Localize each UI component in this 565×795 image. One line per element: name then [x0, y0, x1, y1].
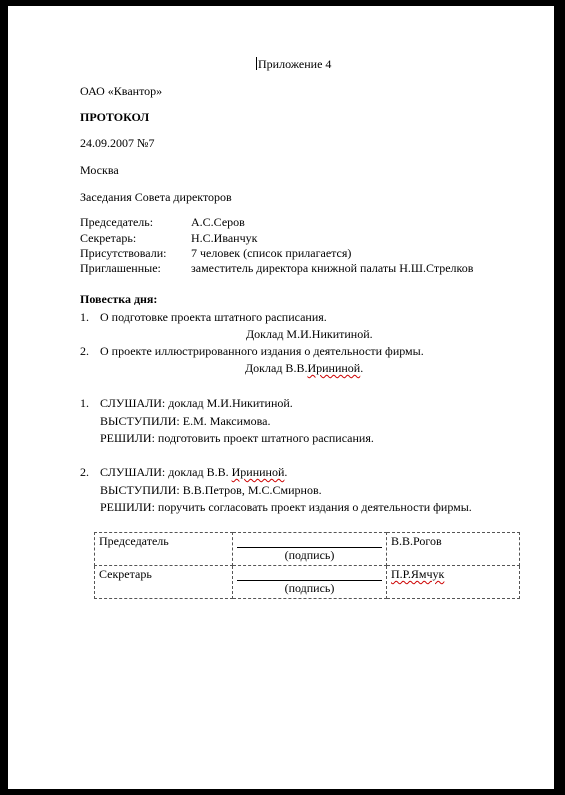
signature-name-chair: В.В.Рогов [387, 533, 520, 566]
signature-row-secretary [95, 566, 520, 599]
signature-line [237, 580, 382, 595]
attendee-value-chair: А.С.Серов [191, 215, 245, 229]
document-page [8, 6, 554, 789]
agenda-item-2-text: О проекте иллюстрированного издания о деятельности фирмы. [100, 344, 424, 358]
attendee-role-chair: Председатель: [80, 215, 154, 229]
section-2-number: 2. [80, 465, 89, 479]
agenda-item-2-report: Доклад В.В.Ирининой. [245, 361, 364, 375]
signature-line [237, 547, 382, 562]
attendee-role-invited: Приглашенные: [80, 261, 161, 275]
signature-name-secretary [387, 566, 520, 599]
section-2-decided: РЕШИЛИ: поручить согласовать проект издания о деятельности фирмы. [100, 500, 472, 514]
signature-caption: (подпись) [284, 581, 335, 595]
signature-role-chair: Председатель [95, 533, 233, 566]
section-1-decided: РЕШИЛИ: подготовить проект штатного расписания. [100, 431, 374, 445]
signature-table [94, 532, 520, 599]
signature-caption: (подпись) [284, 548, 335, 562]
agenda-item-2-number: 2. [80, 344, 89, 358]
text-cursor [256, 57, 257, 70]
signature-cell-secretary [233, 566, 387, 599]
section-2-spoke: ВЫСТУПИЛИ: В.В.Петров, М.С.Смирнов. [100, 483, 322, 497]
agenda-heading: Повестка дня: [80, 292, 158, 306]
document-type: ПРОТОКОЛ [80, 110, 150, 124]
section-1-heard: СЛУШАЛИ: доклад М.И.Никитиной. [100, 396, 293, 410]
attendee-role-present: Присутствовали: [80, 246, 167, 260]
date-number: 24.09.2007 №7 [80, 136, 155, 150]
attendee-value-secretary: Н.С.Иванчук [191, 231, 258, 245]
organization-name: ОАО «Квантор» [80, 84, 163, 98]
attendee-role-secretary: Секретарь: [80, 231, 137, 245]
spellcheck-mark: П.Р.Ямчук [391, 567, 445, 581]
attendee-value-present: 7 человек (список прилагается) [191, 246, 352, 260]
meeting-title: Заседания Совета директоров [80, 190, 232, 204]
city: Москва [80, 163, 119, 177]
signature-role-secretary: Секретарь [95, 566, 233, 599]
spellcheck-mark: Ирининой [307, 361, 361, 375]
agenda-item-1-report: Доклад М.И.Никитиной. [246, 327, 373, 341]
section-1-spoke: ВЫСТУПИЛИ: Е.М. Максимова. [100, 414, 271, 428]
spellcheck-mark: Ирининой [231, 465, 285, 479]
agenda-item-1-text: О подготовке проекта штатного расписания. [100, 310, 327, 324]
signature-row-chair [95, 533, 520, 566]
section-1-number: 1. [80, 396, 89, 410]
section-2-heard: СЛУШАЛИ: доклад В.В. Ирининой. [100, 465, 288, 479]
attendee-value-invited: заместитель директора книжной палаты Н.Ш.Стрелков [191, 261, 474, 275]
appendix-label: Приложение 4 [258, 57, 332, 71]
agenda-item-1-number: 1. [80, 310, 89, 324]
signature-cell-chair [233, 533, 387, 566]
